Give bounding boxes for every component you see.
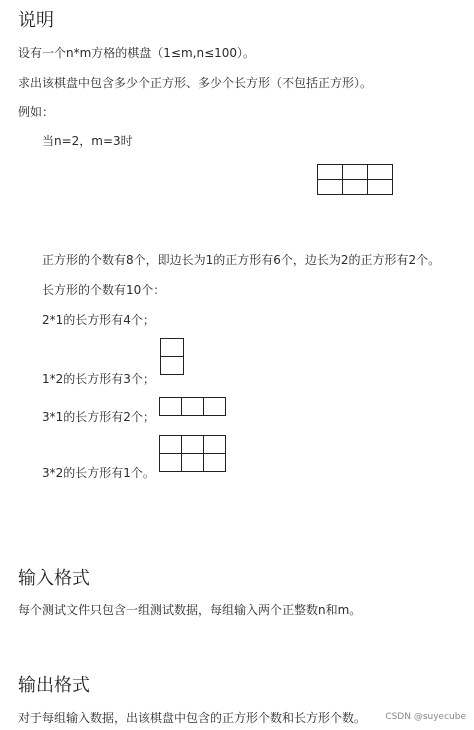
input-format-text: 每个测试文件只包含一组测试数据，每组输入两个正整数n和m。 [18, 603, 362, 617]
example-label: 例如： [18, 105, 55, 119]
board-2x3-diagram [317, 164, 393, 195]
section-heading-input: 输入格式 [18, 568, 90, 589]
output-format-text: 对于每组输入数据，出该棋盘中包含的正方形个数和长方形个数。 [18, 711, 367, 725]
section-heading-description: 说明 [18, 10, 54, 31]
rect-1x2-text: 1*2的长方形有3个； [42, 372, 155, 386]
example-case: 当n=2，m=3时 [42, 134, 133, 148]
watermark: CSDN @suyecube [385, 712, 466, 722]
rect-2x1-text: 2*1的长方形有4个； [42, 313, 155, 327]
rectangles-count-text: 长方形的个数有10个： [42, 283, 166, 297]
description-line-1: 设有一个n*m方格的棋盘（1≤m,n≤100）。 [18, 46, 256, 60]
rect-1x2-diagram [160, 338, 184, 375]
section-heading-output: 输出格式 [18, 675, 90, 696]
rect-3x1-text: 3*1的长方形有2个； [42, 410, 155, 424]
rect-3x2-diagram [159, 435, 226, 472]
squares-count-text: 正方形的个数有8个，即边长为1的正方形有6个，边长为2的正方形有2个。 [42, 253, 441, 267]
description-line-2: 求出该棋盘中包含多少个正方形、多少个长方形（不包括正方形）。 [18, 76, 373, 90]
rect-3x2-text: 3*2的长方形有1个。 [42, 466, 155, 480]
rect-3x1-diagram [159, 397, 226, 416]
